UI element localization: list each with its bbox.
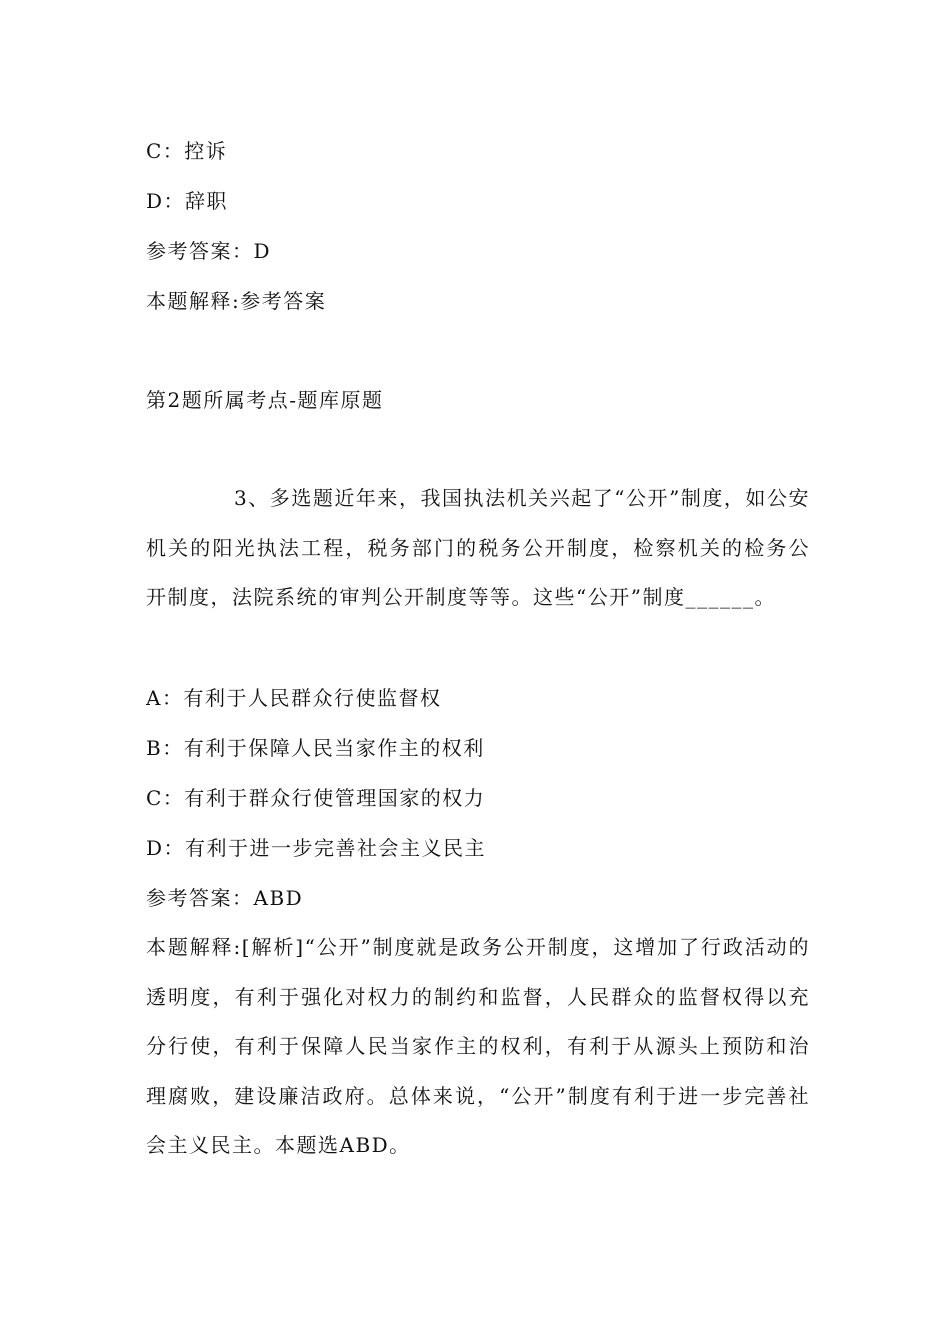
q2-option-c: C：控诉 (146, 139, 228, 163)
q3-explanation: 本题解释:[解析]“公开”制度就是政务公开制度，这增加了行政活动的透明度，有利于强化对权力的制约和监督，人民群众的监督权得以充分行使，有利于保障人民当家作主的权利，有利于从源头上预防和治理腐败，建设廉洁政府。总体来说，“公开”制度有利于进一步完善社会主义民主。本题选ABD。 (146, 935, 810, 1157)
q2-explanation: 本题解释:参考答案 (146, 289, 327, 313)
q3-option-b: B：有利于保障人民当家作主的权利 (146, 736, 485, 760)
q2-topic: 第2题所属考点-题库原题 (146, 388, 384, 412)
q2-option-d: D：辞职 (146, 189, 229, 213)
q3-option-c: C：有利于群众行使管理国家的权力 (146, 786, 486, 810)
q3-option-d: D：有利于进一步完善社会主义民主 (146, 836, 487, 860)
q3-option-a: A：有利于人民群众行使监督权 (146, 686, 442, 710)
q2-answer: 参考答案：D (146, 239, 272, 263)
q3-answer: 参考答案：ABD (146, 886, 304, 910)
q3-question: 3、多选题近年来，我国执法机关兴起了“公开”制度，如公安机关的阳光执法工程，税务部门的税务公开制度，检察机关的检务公开制度，法院系统的审判公开制度等等。这些“公开”制度______。 (146, 486, 810, 609)
